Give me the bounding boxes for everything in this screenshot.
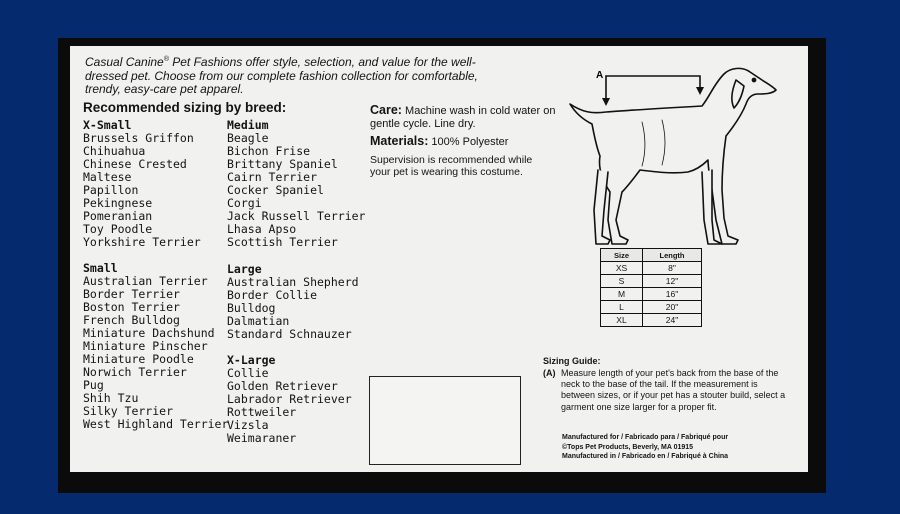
brand-name: Casual Canine — [85, 55, 164, 69]
size-cell: L — [601, 301, 643, 314]
breed-item: West Highland Terrier — [83, 417, 229, 431]
breed-item: Chinese Crested — [83, 157, 187, 171]
size-cell: M — [601, 288, 643, 301]
care-text: Machine wash in cold water on gentle cycle. Line dry. — [370, 105, 556, 130]
breed-item: Border Terrier — [83, 287, 180, 301]
size-row — [601, 275, 702, 288]
length-cell: 8" — [643, 262, 702, 275]
breed-item: Miniature Poodle — [83, 352, 194, 366]
arrow-right-icon — [696, 87, 704, 95]
measurement-bracket-a — [606, 76, 700, 102]
materials-text: 100% Polyester — [428, 136, 509, 148]
breed-item: Lhasa Apso — [227, 222, 297, 236]
arrow-left-icon — [602, 98, 610, 106]
materials-info — [370, 134, 508, 148]
size-row — [601, 288, 702, 301]
breed-item: Beagle — [227, 131, 269, 145]
length-cell: 24" — [643, 314, 702, 327]
mfr-line-3: Manufactured in / Fabricado en / Fabriqué à China — [562, 453, 729, 460]
intro-text — [85, 53, 505, 97]
registered-mark: ® — [163, 56, 169, 63]
sizing-guide — [543, 368, 793, 413]
blank-label-box — [369, 376, 521, 465]
length-cell: 12" — [643, 275, 702, 288]
intro-body: Pet Fashions offer style, selection, and value for the well-dressed pet. Choose from our complete fashion collection for comfortable, trendy, easy-care pet apparel. — [85, 55, 478, 96]
length-header: Length — [643, 249, 702, 262]
breed-item: Maltese — [83, 170, 132, 184]
breed-item: Border Collie — [227, 288, 318, 302]
breed-item: Brittany Spaniel — [227, 157, 338, 171]
breed-item: Chihuahua — [83, 144, 146, 158]
size-row — [601, 262, 702, 275]
marker-a: A — [596, 70, 604, 81]
group-title: Medium — [227, 118, 269, 132]
length-cell: 20" — [643, 301, 702, 314]
size-header: Size — [601, 249, 643, 262]
breed-item: Jack Russell Terrier — [227, 209, 366, 223]
breed-item: Brussels Griffon — [83, 131, 194, 145]
breed-item: Shih Tzu — [83, 391, 139, 405]
dog-silhouette-icon — [570, 68, 776, 244]
sizing-heading: Recommended sizing by breed: — [83, 100, 287, 115]
breed-item: Yorkshire Terrier — [83, 235, 201, 249]
breed-item: Norwich Terrier — [83, 365, 187, 379]
group-small — [83, 262, 228, 431]
breed-item: Rottweiler — [227, 405, 297, 419]
breed-item: Golden Retriever — [227, 379, 338, 393]
group-xsmall — [83, 119, 201, 249]
breed-item: Labrador Retriever — [227, 392, 352, 406]
breed-item: Australian Terrier — [83, 274, 208, 288]
group-title: X-Small — [83, 118, 132, 132]
breed-item: Bichon Frise — [227, 144, 311, 158]
group-title: X-Large — [227, 353, 276, 367]
breed-item: Toy Poodle — [83, 222, 153, 236]
group-title: Large — [227, 262, 262, 276]
breed-item: Pekingnese — [83, 196, 153, 210]
breed-item: Scottish Terrier — [227, 235, 338, 249]
breed-item: Boston Terrier — [83, 300, 180, 314]
size-cell: S — [601, 275, 643, 288]
group-title: Small — [83, 261, 118, 275]
manufacturer-info — [562, 433, 802, 462]
mfr-line-1: Manufactured for / Fabricado para / Fabriqué pour — [562, 434, 729, 441]
group-xlarge — [227, 354, 352, 445]
breed-item: Australian Shepherd — [227, 275, 359, 289]
breed-item: Pomeranian — [83, 209, 153, 223]
mfr-line-2: ©Tops Pet Products, Beverly, MA 01915 — [562, 443, 694, 451]
breed-item: Cocker Spaniel — [227, 183, 324, 197]
size-chart-header — [601, 249, 702, 262]
guide-marker: (A) — [543, 368, 556, 378]
breed-item: Silky Terrier — [83, 404, 174, 418]
size-cell: XL — [601, 314, 643, 327]
product-label-card — [70, 46, 808, 472]
breed-item: Pug — [83, 378, 104, 392]
breed-item: Vizsla — [227, 418, 269, 432]
size-row — [601, 301, 702, 314]
materials-label: Materials: — [370, 134, 429, 148]
breed-item: Dalmatian — [227, 314, 290, 328]
breed-item: Collie — [227, 366, 269, 380]
care-instructions — [370, 104, 570, 131]
group-medium — [227, 119, 365, 249]
size-cell: XS — [601, 262, 643, 275]
size-chart — [600, 248, 702, 327]
breed-item: Miniature Dachshund — [83, 326, 215, 340]
size-row — [601, 314, 702, 327]
guide-text: Measure length of your pet's back from the base of the neck to the base of the tail. If the measurement is between sizes, or if your pet has a stouter build, select a garment one size larger for a proper fit. — [561, 368, 786, 412]
supervision-note: Supervision is recommended while your pet is wearing this costume. — [370, 154, 533, 178]
breed-item: Weimaraner — [227, 431, 297, 445]
breed-item: Cairn Terrier — [227, 170, 318, 184]
length-cell: 16" — [643, 288, 702, 301]
breed-item: Corgi — [227, 196, 262, 210]
sizing-guide-heading: Sizing Guide: — [543, 356, 601, 366]
care-label: Care: — [370, 103, 402, 117]
group-large — [227, 263, 359, 341]
breed-item: French Bulldog — [83, 313, 180, 327]
breed-item: Standard Schnauzer — [227, 327, 352, 341]
breed-item: Bulldog — [227, 301, 276, 315]
breed-item: Miniature Pinscher — [83, 339, 208, 353]
breed-item: Papillon — [83, 183, 139, 197]
dog-diagram — [562, 60, 792, 250]
